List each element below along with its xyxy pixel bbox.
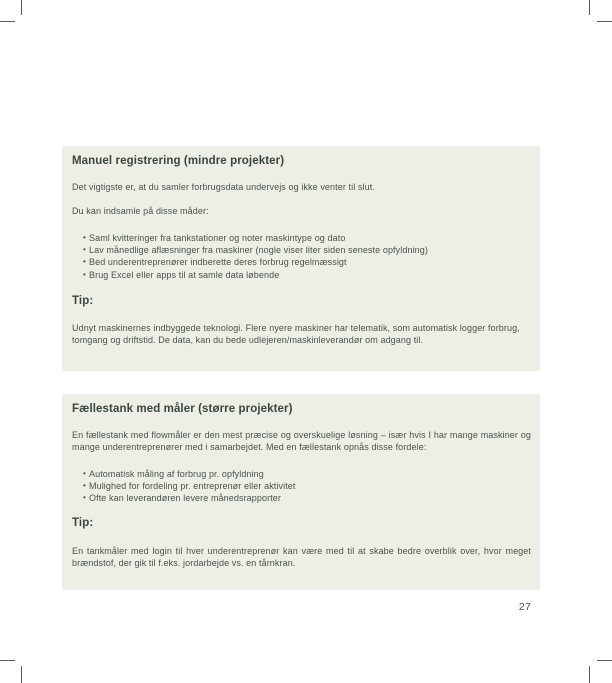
list-item xyxy=(72,468,531,480)
crop-mark-top-right-vertical xyxy=(589,0,590,15)
list-item xyxy=(72,480,531,492)
card-title: Fællestank med måler (større projekter) xyxy=(72,403,293,415)
list-item-text: Mulighed for fordeling pr. entreprenør eller aktivitet xyxy=(89,481,296,492)
list-item xyxy=(72,256,531,268)
crop-mark-bottom-left-vertical xyxy=(21,666,22,683)
page-number: 27 xyxy=(518,601,532,613)
list-item-text: Brug Excel eller apps til at samle data løbende xyxy=(89,269,280,280)
list-item-text: Bed underentreprenører indberette deres forbrug regelmæssigt xyxy=(89,257,347,268)
list-item-text: Lav månedlige aflæsninger fra maskiner (nogle viser liter siden seneste opfyldning) xyxy=(89,245,428,256)
card-title: Manuel registrering (mindre projekter) xyxy=(72,155,285,167)
card-intro-paragraph: En fællestank med flowmåler er den mest præcise og overskuelige løsning – især hvis I har mange maskiner og mange underentreprenører med i samarbejdet. Med en fællestank opnås disse fordele: xyxy=(72,430,531,452)
crop-mark-top-left-vertical xyxy=(21,0,22,15)
bullet-icon: • xyxy=(83,469,86,478)
list-item-text: Automatisk måling af forbrug pr. opfyldning xyxy=(89,469,264,479)
tip-paragraph: En tankmåler med login til hver underentreprenør kan være med til at skabe bedre overblik over, hvor meget brændstof, der gik til f.eks. jordarbejde vs. en tårnkran. xyxy=(72,545,531,568)
tip-paragraph: Udnyt maskinernes indbyggede teknologi. Flere nyere maskiner har telematik, som automatisk logger forbrug, tomgang og driftstid. De data, kan du bede udlejeren/maskinleverandør om adgang til. xyxy=(72,322,520,345)
list-item-text: Ofte kan leverandøren levere månedsrapporter xyxy=(89,493,281,504)
bullet-icon: • xyxy=(83,245,86,255)
crop-mark-bottom-right-vertical xyxy=(589,666,590,683)
tip-heading: Tip: xyxy=(72,516,94,529)
bullet-list xyxy=(72,232,531,281)
list-item xyxy=(72,244,531,256)
crop-mark-bottom-left-horizontal xyxy=(0,660,15,661)
bullet-icon: • xyxy=(83,269,86,279)
list-item xyxy=(72,492,531,504)
crop-mark-top-right-horizontal xyxy=(597,21,612,22)
crop-mark-top-left-horizontal xyxy=(0,21,15,22)
list-item xyxy=(72,269,531,281)
card-manual-registration xyxy=(62,146,540,371)
bullet-icon: • xyxy=(83,481,86,491)
list-item-text: Saml kvitteringer fra tankstationer og noter maskintype og dato xyxy=(89,233,346,243)
crop-mark-bottom-right-horizontal xyxy=(597,660,612,661)
card-intro-paragraph: Det vigtigste er, at du samler forbrugsdata undervejs og ikke venter til slut. xyxy=(72,182,375,192)
tip-heading: Tip: xyxy=(72,294,94,307)
bullet-icon: • xyxy=(83,233,86,242)
card-shared-tank xyxy=(62,394,540,590)
bullet-icon: • xyxy=(83,257,86,267)
bullet-icon: • xyxy=(83,493,86,503)
card-intro-paragraph: Du kan indsamle på disse måder: xyxy=(72,206,209,216)
bullet-list xyxy=(72,468,531,505)
list-item xyxy=(72,232,531,244)
